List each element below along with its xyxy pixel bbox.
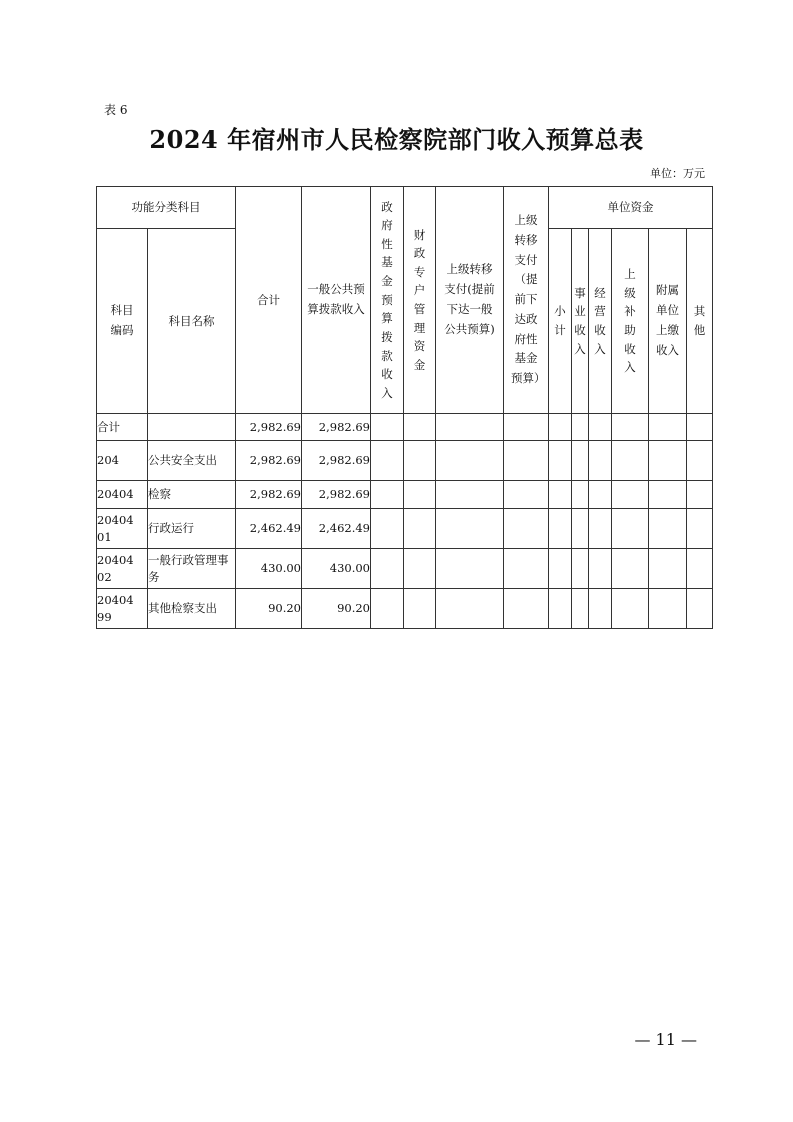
- cell-empty: [589, 589, 612, 629]
- header-subject-name: 科目名称: [148, 229, 236, 414]
- cell-code: 20404 01: [97, 509, 148, 549]
- header-unit-funds: 单位资金: [549, 187, 713, 229]
- header-gov-fund-label: 政府性基金预算拨款收入: [381, 199, 393, 400]
- table-row: [97, 549, 713, 589]
- cell-general: 2,462.49: [302, 509, 371, 549]
- header-business-label: 事业收入: [574, 285, 586, 356]
- cell-empty: [687, 441, 713, 481]
- table-row: [97, 589, 713, 629]
- table-row: [97, 414, 713, 441]
- cell-empty: [504, 481, 549, 509]
- cell-empty: [549, 549, 572, 589]
- cell-empty: [404, 549, 436, 589]
- header-general-public: [302, 187, 371, 414]
- cell-empty: [572, 441, 589, 481]
- header-business: [572, 229, 589, 414]
- cell-empty: [612, 589, 649, 629]
- header-subtotal-label: 小计: [554, 304, 566, 337]
- cell-empty: [504, 441, 549, 481]
- cell-empty: [589, 481, 612, 509]
- cell-empty: [649, 509, 687, 549]
- cell-code: 20404: [97, 481, 148, 509]
- cell-empty: [649, 589, 687, 629]
- cell-empty: [404, 441, 436, 481]
- cell-total: 430.00: [236, 549, 302, 589]
- cell-empty: [589, 549, 612, 589]
- header-subject-code: [97, 229, 148, 414]
- cell-empty: [572, 414, 589, 441]
- cell-empty: [549, 481, 572, 509]
- cell-code: 20404 99: [97, 589, 148, 629]
- header-fiscal-special: [404, 187, 436, 414]
- cell-empty: [687, 509, 713, 549]
- table-row: [97, 481, 713, 509]
- header-affiliated: [649, 229, 687, 414]
- cell-total: 2,462.49: [236, 509, 302, 549]
- cell-empty: [504, 509, 549, 549]
- cell-empty: [649, 481, 687, 509]
- cell-empty: [687, 589, 713, 629]
- cell-empty: [436, 549, 504, 589]
- cell-empty: [504, 549, 549, 589]
- header-transfer-general-label: 上级转移支付(提前下达一般公共预算): [444, 262, 495, 336]
- cell-name: 检察: [148, 481, 236, 509]
- cell-empty: [504, 414, 549, 441]
- header-other: [687, 229, 713, 414]
- cell-empty: [649, 414, 687, 441]
- cell-general: 2,982.69: [302, 414, 371, 441]
- cell-code: 合计: [97, 414, 148, 441]
- cell-empty: [504, 589, 549, 629]
- cell-empty: [404, 414, 436, 441]
- cell-empty: [549, 589, 572, 629]
- header-gov-fund: [371, 187, 404, 414]
- cell-total: 2,982.69: [236, 441, 302, 481]
- cell-empty: [612, 414, 649, 441]
- header-other-label: 其他: [693, 304, 706, 337]
- cell-empty: [436, 509, 504, 549]
- cell-name: 公共安全支出: [148, 441, 236, 481]
- table-row: [97, 441, 713, 481]
- cell-name: 其他检察支出: [148, 589, 236, 629]
- header-subject-code-label: 科目编码: [110, 303, 134, 337]
- cell-empty: [371, 549, 404, 589]
- cell-empty: [572, 509, 589, 549]
- header-general-public-label: 一般公共预算拨款收入: [307, 282, 365, 316]
- cell-code: 20404 02: [97, 549, 148, 589]
- cell-empty: [687, 414, 713, 441]
- cell-name: [148, 414, 236, 441]
- header-subsidy-label: 上级补助收入: [624, 267, 636, 375]
- cell-empty: [371, 481, 404, 509]
- cell-code: 204: [97, 441, 148, 481]
- cell-empty: [404, 509, 436, 549]
- cell-total: 2,982.69: [236, 414, 302, 441]
- cell-empty: [572, 549, 589, 589]
- cell-empty: [589, 414, 612, 441]
- cell-empty: [572, 589, 589, 629]
- cell-general: 90.20: [302, 589, 371, 629]
- cell-empty: [371, 441, 404, 481]
- cell-empty: [404, 481, 436, 509]
- cell-empty: [612, 481, 649, 509]
- header-subsidy: [612, 229, 649, 414]
- cell-empty: [589, 509, 612, 549]
- header-total: 合计: [236, 187, 302, 414]
- header-fiscal-special-label: 财政专户管理资金: [413, 227, 426, 372]
- cell-total: 2,982.69: [236, 481, 302, 509]
- header-transfer-general: [436, 187, 504, 414]
- cell-total: 90.20: [236, 589, 302, 629]
- cell-empty: [572, 481, 589, 509]
- cell-empty: [404, 589, 436, 629]
- table-label: 表 6: [104, 103, 128, 117]
- page-title: 2024 年宿州市人民检察院部门收入预算总表: [149, 125, 644, 154]
- cell-general: 2,982.69: [302, 481, 371, 509]
- cell-general: 430.00: [302, 549, 371, 589]
- cell-empty: [687, 481, 713, 509]
- header-affiliated-label: 附属单位上缴收入: [656, 283, 679, 357]
- cell-empty: [436, 414, 504, 441]
- cell-empty: [549, 414, 572, 441]
- cell-empty: [549, 509, 572, 549]
- header-transfer-fund-label: 上级转移支付（提前下达政府性基金预算）: [511, 213, 546, 386]
- budget-table: [96, 186, 713, 629]
- cell-empty: [612, 509, 649, 549]
- cell-empty: [612, 549, 649, 589]
- cell-empty: [371, 414, 404, 441]
- header-operating: [589, 229, 612, 414]
- cell-empty: [612, 441, 649, 481]
- cell-general: 2,982.69: [302, 441, 371, 481]
- cell-empty: [436, 481, 504, 509]
- cell-empty: [371, 509, 404, 549]
- cell-name: 行政运行: [148, 509, 236, 549]
- header-func-class: 功能分类科目: [97, 187, 236, 229]
- header-operating-label: 经营收入: [594, 285, 606, 356]
- cell-empty: [649, 549, 687, 589]
- cell-name: 一般行政管理事务: [148, 549, 236, 589]
- table-row: [97, 509, 713, 549]
- cell-empty: [436, 441, 504, 481]
- cell-empty: [549, 441, 572, 481]
- page-number: — 11 —: [634, 1030, 697, 1049]
- cell-empty: [436, 589, 504, 629]
- header-subtotal: [549, 229, 572, 414]
- cell-empty: [589, 441, 612, 481]
- header-transfer-fund: [504, 187, 549, 414]
- cell-empty: [649, 441, 687, 481]
- unit-note: 单位：万元: [650, 167, 705, 180]
- cell-empty: [687, 549, 713, 589]
- cell-empty: [371, 589, 404, 629]
